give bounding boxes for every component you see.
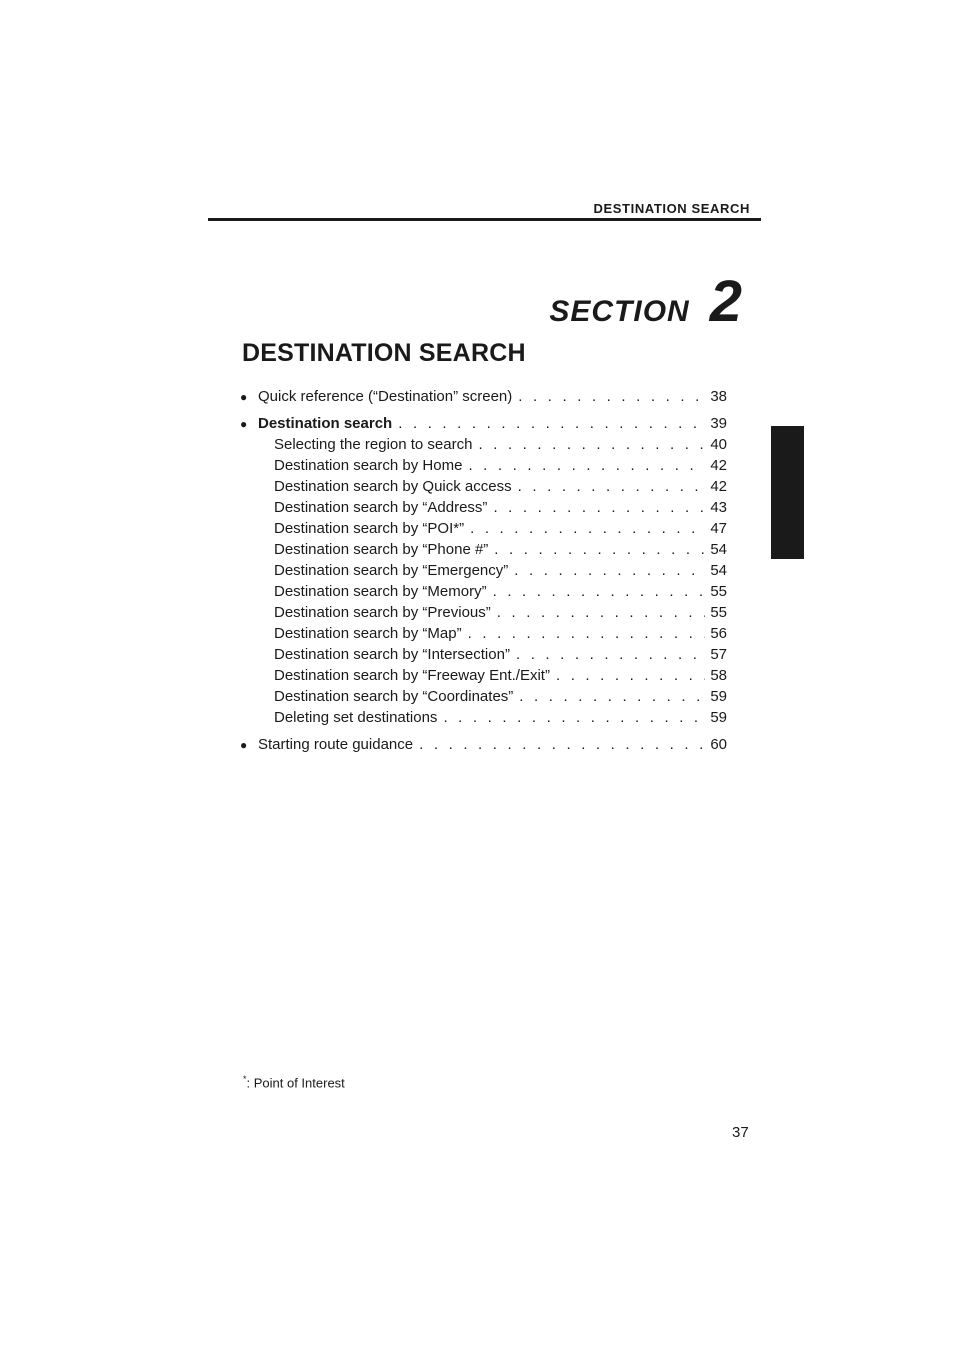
toc-entry-quick-reference[interactable] (240, 386, 727, 407)
toc-entry-text: Destination search by “Coordinates” (274, 688, 514, 705)
toc-page-number: 59 (710, 688, 727, 705)
toc-entry-search-by-coordinates[interactable] (240, 686, 727, 707)
toc-entry-search-by-quick-access[interactable] (240, 476, 727, 497)
toc-entry-deleting-destinations[interactable] (240, 707, 727, 728)
toc-entry-search-by-phone[interactable] (240, 539, 727, 560)
dot-leader (468, 623, 705, 644)
dot-leader (443, 707, 705, 728)
dot-leader (419, 734, 705, 755)
toc-page-number: 56 (710, 625, 727, 642)
toc-entry-search-by-freeway[interactable] (240, 665, 727, 686)
dot-leader (493, 497, 705, 518)
toc-entry-text: Destination search by Home (274, 457, 463, 474)
section-number: 2 (709, 269, 742, 334)
dot-leader (468, 455, 705, 476)
toc-entry-search-by-intersection[interactable] (240, 644, 727, 665)
toc-page-number: 38 (710, 388, 727, 405)
bullet-icon: ● (240, 417, 248, 431)
toc-page-number: 54 (710, 562, 727, 579)
toc-page-number: 55 (710, 604, 727, 621)
page-number: 37 (732, 1124, 749, 1141)
toc-entry-text: Destination search by “Map” (274, 625, 462, 642)
toc-entry-search-by-address[interactable] (240, 497, 727, 518)
toc-entry-search-by-home[interactable] (240, 455, 727, 476)
toc-entry-text: Destination search by “Freeway Ent./Exit” (274, 667, 550, 684)
toc-entry-text: Destination search by “Memory” (274, 583, 487, 600)
toc-entry-text: Destination search by “Emergency” (274, 562, 509, 579)
toc-entry-text: Destination search (258, 415, 393, 432)
toc-page-number: 59 (710, 709, 727, 726)
toc-entry-selecting-region[interactable] (240, 434, 727, 455)
toc-page-number: 54 (710, 541, 727, 558)
toc-page-number: 43 (710, 499, 727, 516)
page-title: DESTINATION SEARCH (242, 339, 526, 367)
toc-entry-text: Destination search by Quick access (274, 478, 512, 495)
section-heading (549, 268, 742, 335)
toc-entry-text: Starting route guidance (258, 736, 414, 753)
toc-entry-search-by-emergency[interactable] (240, 560, 727, 581)
toc-entry-text: Destination search by “Intersection” (274, 646, 510, 663)
bullet-icon: ● (240, 390, 248, 404)
footnote-mark: * (243, 1074, 247, 1084)
dot-leader (398, 413, 705, 434)
dot-leader (470, 518, 705, 539)
toc-entry-search-by-memory[interactable] (240, 581, 727, 602)
dot-leader (518, 386, 705, 407)
toc-entry-text: Selecting the region to search (274, 436, 473, 453)
section-label: SECTION (549, 295, 690, 328)
toc-page-number: 40 (710, 436, 727, 453)
toc-page-number: 60 (710, 736, 727, 753)
dot-leader (516, 644, 705, 665)
toc-entry-text: Destination search by “Address” (274, 499, 488, 516)
toc-page-number: 57 (710, 646, 727, 663)
header-rule (208, 218, 761, 221)
dot-leader (514, 560, 705, 581)
toc-page-number: 39 (710, 415, 727, 432)
toc-page-number: 42 (710, 478, 727, 495)
toc-page-number: 47 (710, 520, 727, 537)
toc-page-number: 58 (710, 667, 727, 684)
footnote-text: : Point of Interest (246, 1075, 345, 1091)
toc-entry-starting-route-guidance[interactable] (240, 734, 727, 755)
dot-leader (518, 476, 705, 497)
section-thumb-tab (771, 426, 804, 559)
toc-entry-text: Destination search by “POI*” (274, 520, 465, 537)
footnote (243, 1074, 345, 1090)
dot-leader (478, 434, 705, 455)
toc-entry-search-by-map[interactable] (240, 623, 727, 644)
toc-entry-text: Destination search by “Phone #” (274, 541, 489, 558)
dot-leader (556, 665, 705, 686)
toc-entry-search-by-previous[interactable] (240, 602, 727, 623)
toc-entry-destination-search[interactable] (240, 413, 727, 434)
dot-leader (493, 581, 705, 602)
toc-entry-text: Deleting set destinations (274, 709, 438, 726)
dot-leader (497, 602, 705, 623)
dot-leader (494, 539, 705, 560)
toc-entry-text: Destination search by “Previous” (274, 604, 491, 621)
toc-entry-search-by-poi[interactable] (240, 518, 727, 539)
dot-leader (519, 686, 705, 707)
table-of-contents (240, 386, 727, 755)
toc-page-number: 42 (710, 457, 727, 474)
bullet-icon: ● (240, 738, 248, 752)
toc-page-number: 55 (710, 583, 727, 600)
running-head: DESTINATION SEARCH (593, 201, 750, 216)
toc-entry-text: Quick reference (“Destination” screen) (258, 388, 513, 405)
